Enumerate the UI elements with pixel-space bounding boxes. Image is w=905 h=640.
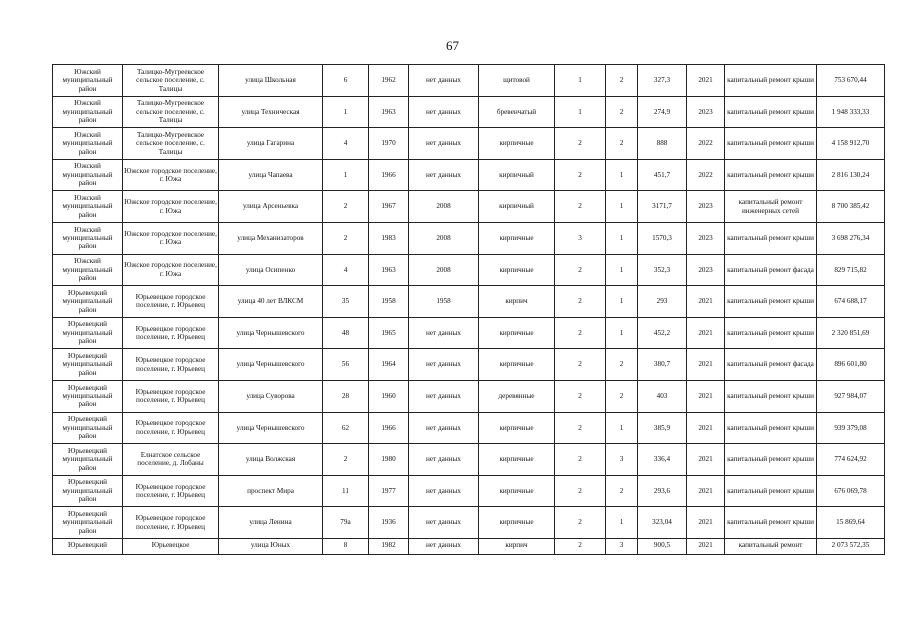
repair-year-cell: 2022: [687, 128, 725, 160]
house-number-cell: 56: [323, 349, 369, 381]
table-row: [53, 538, 885, 554]
renovation-year-cell: нет данных: [409, 538, 479, 554]
work-type-cell: капитальный ремонт крыши: [725, 159, 817, 191]
street-cell: улица Волжская: [219, 444, 323, 476]
table-body: [53, 65, 885, 555]
settlement-cell: Елнатское сельское поселение, д. Лобаны: [123, 444, 219, 476]
wall-material-cell: кирпичные: [479, 412, 555, 444]
area-cell: 323,04: [638, 507, 687, 539]
settlement-cell: Талицко-Мугреевское сельское поселение, с. Талицы: [123, 96, 219, 128]
work-type-cell: капитальный ремонт крыши: [725, 444, 817, 476]
build-year-cell: 1967: [369, 191, 409, 223]
street-cell: улица Чапаева: [219, 159, 323, 191]
area-cell: 3171,7: [638, 191, 687, 223]
street-cell: улица Техническая: [219, 96, 323, 128]
renovation-year-cell: нет данных: [409, 65, 479, 97]
cost-cell: 927 984,07: [817, 380, 885, 412]
page-number: 67: [446, 38, 459, 53]
street-cell: улица 40 лет ВЛКСМ: [219, 286, 323, 318]
repair-year-cell: 2021: [687, 65, 725, 97]
area-cell: 403: [638, 380, 687, 412]
renovation-year-cell: 2008: [409, 222, 479, 254]
street-cell: улица Суворова: [219, 380, 323, 412]
floors-cell: 2: [555, 349, 606, 381]
repair-year-cell: 2021: [687, 380, 725, 412]
work-type-cell: капитальный ремонт крыши: [725, 96, 817, 128]
house-number-cell: 2: [323, 222, 369, 254]
area-cell: 888: [638, 128, 687, 160]
cost-cell: 829 715,82: [817, 254, 885, 286]
wall-material-cell: кирпич: [479, 538, 555, 554]
floors-cell: 2: [555, 128, 606, 160]
table-row: [53, 222, 885, 254]
renovation-year-cell: нет данных: [409, 444, 479, 476]
repair-year-cell: 2021: [687, 475, 725, 507]
repair-year-cell: 2021: [687, 507, 725, 539]
repair-year-cell: 2023: [687, 96, 725, 128]
work-type-cell: капитальный ремонт крыши: [725, 380, 817, 412]
area-cell: 274,9: [638, 96, 687, 128]
renovation-year-cell: нет данных: [409, 507, 479, 539]
renovation-year-cell: нет данных: [409, 159, 479, 191]
build-year-cell: 1963: [369, 96, 409, 128]
house-number-cell: 62: [323, 412, 369, 444]
table-row: [53, 191, 885, 223]
renovation-year-cell: 2008: [409, 191, 479, 223]
entrances-cell: 1: [606, 317, 638, 349]
entrances-cell: 2: [606, 475, 638, 507]
cost-cell: 753 670,44: [817, 65, 885, 97]
work-type-cell: капитальный ремонт инженерных сетей: [725, 191, 817, 223]
wall-material-cell: кирпичные: [479, 254, 555, 286]
cost-cell: 3 698 276,34: [817, 222, 885, 254]
build-year-cell: 1958: [369, 286, 409, 318]
work-type-cell: капитальный ремонт крыши: [725, 286, 817, 318]
floors-cell: 2: [555, 444, 606, 476]
district-cell: Южский муниципальный район: [53, 96, 123, 128]
district-cell: Южский муниципальный район: [53, 254, 123, 286]
renovation-year-cell: нет данных: [409, 380, 479, 412]
build-year-cell: 1977: [369, 475, 409, 507]
entrances-cell: 1: [606, 222, 638, 254]
floors-cell: 1: [555, 65, 606, 97]
street-cell: улица Арсеньевка: [219, 191, 323, 223]
table-row: [53, 444, 885, 476]
district-cell: Юрьевецкий муниципальный район: [53, 286, 123, 318]
table-row: [53, 286, 885, 318]
work-type-cell: капитальный ремонт фасада: [725, 349, 817, 381]
table-row: [53, 128, 885, 160]
entrances-cell: 2: [606, 349, 638, 381]
entrances-cell: 2: [606, 96, 638, 128]
table-row: [53, 254, 885, 286]
floors-cell: 2: [555, 475, 606, 507]
settlement-cell: Южское городское поселение, г. Южа: [123, 191, 219, 223]
cost-cell: 8 700 385,42: [817, 191, 885, 223]
settlement-cell: Юрьевецкое городское поселение, г. Юрьевец: [123, 380, 219, 412]
build-year-cell: 1966: [369, 159, 409, 191]
house-number-cell: 1: [323, 159, 369, 191]
district-cell: Юрьевецкий муниципальный район: [53, 349, 123, 381]
cost-cell: 2 073 572,35: [817, 538, 885, 554]
street-cell: улица Чернышевского: [219, 412, 323, 444]
settlement-cell: Юрьевецкое городское поселение, г. Юрьевец: [123, 317, 219, 349]
build-year-cell: 1963: [369, 254, 409, 286]
wall-material-cell: бревенчатый: [479, 96, 555, 128]
district-cell: Южский муниципальный район: [53, 222, 123, 254]
repair-year-cell: 2021: [687, 444, 725, 476]
house-number-cell: 2: [323, 191, 369, 223]
repair-year-cell: 2021: [687, 538, 725, 554]
house-number-cell: 35: [323, 286, 369, 318]
entrances-cell: 3: [606, 538, 638, 554]
area-cell: 451,7: [638, 159, 687, 191]
build-year-cell: 1983: [369, 222, 409, 254]
entrances-cell: 1: [606, 507, 638, 539]
build-year-cell: 1982: [369, 538, 409, 554]
house-number-cell: 48: [323, 317, 369, 349]
wall-material-cell: кирпичные: [479, 349, 555, 381]
settlement-cell: Юрьевецкое: [123, 538, 219, 554]
area-cell: 352,3: [638, 254, 687, 286]
floors-cell: 2: [555, 380, 606, 412]
table-row: [53, 349, 885, 381]
house-number-cell: 6: [323, 65, 369, 97]
house-number-cell: 79а: [323, 507, 369, 539]
renovation-year-cell: нет данных: [409, 317, 479, 349]
houses-table: [52, 64, 885, 555]
work-type-cell: капитальный ремонт крыши: [725, 65, 817, 97]
work-type-cell: капитальный ремонт крыши: [725, 475, 817, 507]
street-cell: улица Механизаторов: [219, 222, 323, 254]
street-cell: улица Чернышевского: [219, 349, 323, 381]
build-year-cell: 1962: [369, 65, 409, 97]
entrances-cell: 2: [606, 380, 638, 412]
build-year-cell: 1965: [369, 317, 409, 349]
area-cell: 385,9: [638, 412, 687, 444]
floors-cell: 2: [555, 538, 606, 554]
house-number-cell: 8: [323, 538, 369, 554]
renovation-year-cell: нет данных: [409, 475, 479, 507]
renovation-year-cell: нет данных: [409, 128, 479, 160]
table-row: [53, 96, 885, 128]
street-cell: улица Школьная: [219, 65, 323, 97]
repair-year-cell: 2021: [687, 412, 725, 444]
wall-material-cell: кирпичный: [479, 159, 555, 191]
entrances-cell: 1: [606, 191, 638, 223]
district-cell: Юрьевецкий: [53, 538, 123, 554]
work-type-cell: капитальный ремонт крыши: [725, 507, 817, 539]
houses-table-wrapper: [52, 64, 885, 555]
wall-material-cell: кирпичные: [479, 475, 555, 507]
house-number-cell: 1: [323, 96, 369, 128]
wall-material-cell: кирпичные: [479, 507, 555, 539]
street-cell: улица Юных: [219, 538, 323, 554]
settlement-cell: Юрьевецкое городское поселение, г. Юрьевец: [123, 475, 219, 507]
house-number-cell: 28: [323, 380, 369, 412]
cost-cell: 774 624,92: [817, 444, 885, 476]
entrances-cell: 3: [606, 444, 638, 476]
entrances-cell: 1: [606, 286, 638, 318]
cost-cell: 4 158 912,70: [817, 128, 885, 160]
build-year-cell: 1936: [369, 507, 409, 539]
wall-material-cell: кирпич: [479, 286, 555, 318]
wall-material-cell: кирпичные: [479, 222, 555, 254]
street-cell: улица Гагарина: [219, 128, 323, 160]
floors-cell: 2: [555, 286, 606, 318]
house-number-cell: 11: [323, 475, 369, 507]
cost-cell: 674 688,17: [817, 286, 885, 318]
work-type-cell: капитальный ремонт крыши: [725, 222, 817, 254]
wall-material-cell: кирпичные: [479, 317, 555, 349]
table-row: [53, 380, 885, 412]
district-cell: Южский муниципальный район: [53, 191, 123, 223]
settlement-cell: Юрьевецкое городское поселение, г. Юрьевец: [123, 412, 219, 444]
settlement-cell: Талицко-Мугреевское сельское поселение, с. Талицы: [123, 128, 219, 160]
repair-year-cell: 2023: [687, 254, 725, 286]
cost-cell: 15 869,64: [817, 507, 885, 539]
build-year-cell: 1966: [369, 412, 409, 444]
house-number-cell: 4: [323, 128, 369, 160]
area-cell: 900,5: [638, 538, 687, 554]
wall-material-cell: кирпичные: [479, 128, 555, 160]
settlement-cell: Юрьевецкое городское поселение, г. Юрьевец: [123, 349, 219, 381]
entrances-cell: 2: [606, 65, 638, 97]
wall-material-cell: кирпичные: [479, 444, 555, 476]
repair-year-cell: 2022: [687, 159, 725, 191]
street-cell: улица Чернышевского: [219, 317, 323, 349]
area-cell: 1570,3: [638, 222, 687, 254]
work-type-cell: капитальный ремонт крыши: [725, 128, 817, 160]
wall-material-cell: щитовой: [479, 65, 555, 97]
wall-material-cell: деревянные: [479, 380, 555, 412]
renovation-year-cell: 2008: [409, 254, 479, 286]
cost-cell: 2 320 851,69: [817, 317, 885, 349]
area-cell: 336,4: [638, 444, 687, 476]
settlement-cell: Южское городское поселение, г. Южа: [123, 159, 219, 191]
build-year-cell: 1970: [369, 128, 409, 160]
district-cell: Южский муниципальный район: [53, 128, 123, 160]
repair-year-cell: 2023: [687, 191, 725, 223]
floors-cell: 2: [555, 507, 606, 539]
table-row: [53, 317, 885, 349]
area-cell: 327,3: [638, 65, 687, 97]
area-cell: 293: [638, 286, 687, 318]
settlement-cell: Юрьевецкое городское поселение, г. Юрьевец: [123, 286, 219, 318]
street-cell: улица Осипенко: [219, 254, 323, 286]
cost-cell: 676 069,78: [817, 475, 885, 507]
floors-cell: 2: [555, 159, 606, 191]
build-year-cell: 1960: [369, 380, 409, 412]
cost-cell: 939 379,08: [817, 412, 885, 444]
floors-cell: 2: [555, 191, 606, 223]
floors-cell: 2: [555, 317, 606, 349]
district-cell: Юрьевецкий муниципальный район: [53, 444, 123, 476]
area-cell: 452,2: [638, 317, 687, 349]
table-row: [53, 65, 885, 97]
build-year-cell: 1980: [369, 444, 409, 476]
repair-year-cell: 2023: [687, 222, 725, 254]
work-type-cell: капитальный ремонт крыши: [725, 317, 817, 349]
area-cell: 293,6: [638, 475, 687, 507]
district-cell: Юрьевецкий муниципальный район: [53, 507, 123, 539]
renovation-year-cell: нет данных: [409, 96, 479, 128]
renovation-year-cell: нет данных: [409, 412, 479, 444]
repair-year-cell: 2021: [687, 349, 725, 381]
district-cell: Юрьевецкий муниципальный район: [53, 412, 123, 444]
settlement-cell: Южское городское поселение, г. Южа: [123, 254, 219, 286]
floors-cell: 1: [555, 96, 606, 128]
floors-cell: 3: [555, 222, 606, 254]
settlement-cell: Юрьевецкое городское поселение, г. Юрьевец: [123, 507, 219, 539]
build-year-cell: 1964: [369, 349, 409, 381]
repair-year-cell: 2021: [687, 286, 725, 318]
table-row: [53, 475, 885, 507]
entrances-cell: 1: [606, 412, 638, 444]
area-cell: 380,7: [638, 349, 687, 381]
cost-cell: 2 816 130,24: [817, 159, 885, 191]
district-cell: Юрьевецкий муниципальный район: [53, 317, 123, 349]
entrances-cell: 1: [606, 254, 638, 286]
district-cell: Южский муниципальный район: [53, 65, 123, 97]
work-type-cell: капитальный ремонт фасада: [725, 254, 817, 286]
floors-cell: 2: [555, 254, 606, 286]
renovation-year-cell: нет данных: [409, 349, 479, 381]
district-cell: Юрьевецкий муниципальный район: [53, 380, 123, 412]
street-cell: проспект Мира: [219, 475, 323, 507]
entrances-cell: 1: [606, 159, 638, 191]
district-cell: Юрьевецкий муниципальный район: [53, 475, 123, 507]
house-number-cell: 2: [323, 444, 369, 476]
table-row: [53, 159, 885, 191]
cost-cell: 896 601,80: [817, 349, 885, 381]
cost-cell: 1 948 333,33: [817, 96, 885, 128]
entrances-cell: 2: [606, 128, 638, 160]
wall-material-cell: кирпичный: [479, 191, 555, 223]
table-row: [53, 507, 885, 539]
work-type-cell: капитальный ремонт крыши: [725, 412, 817, 444]
floors-cell: 2: [555, 412, 606, 444]
street-cell: улица Ленина: [219, 507, 323, 539]
repair-year-cell: 2021: [687, 317, 725, 349]
work-type-cell: капитальный ремонт: [725, 538, 817, 554]
settlement-cell: Южское городское поселение, г. Южа: [123, 222, 219, 254]
settlement-cell: Талицко-Мугреевское сельское поселение, с. Талицы: [123, 65, 219, 97]
district-cell: Южский муниципальный район: [53, 159, 123, 191]
renovation-year-cell: 1958: [409, 286, 479, 318]
house-number-cell: 4: [323, 254, 369, 286]
table-row: [53, 412, 885, 444]
